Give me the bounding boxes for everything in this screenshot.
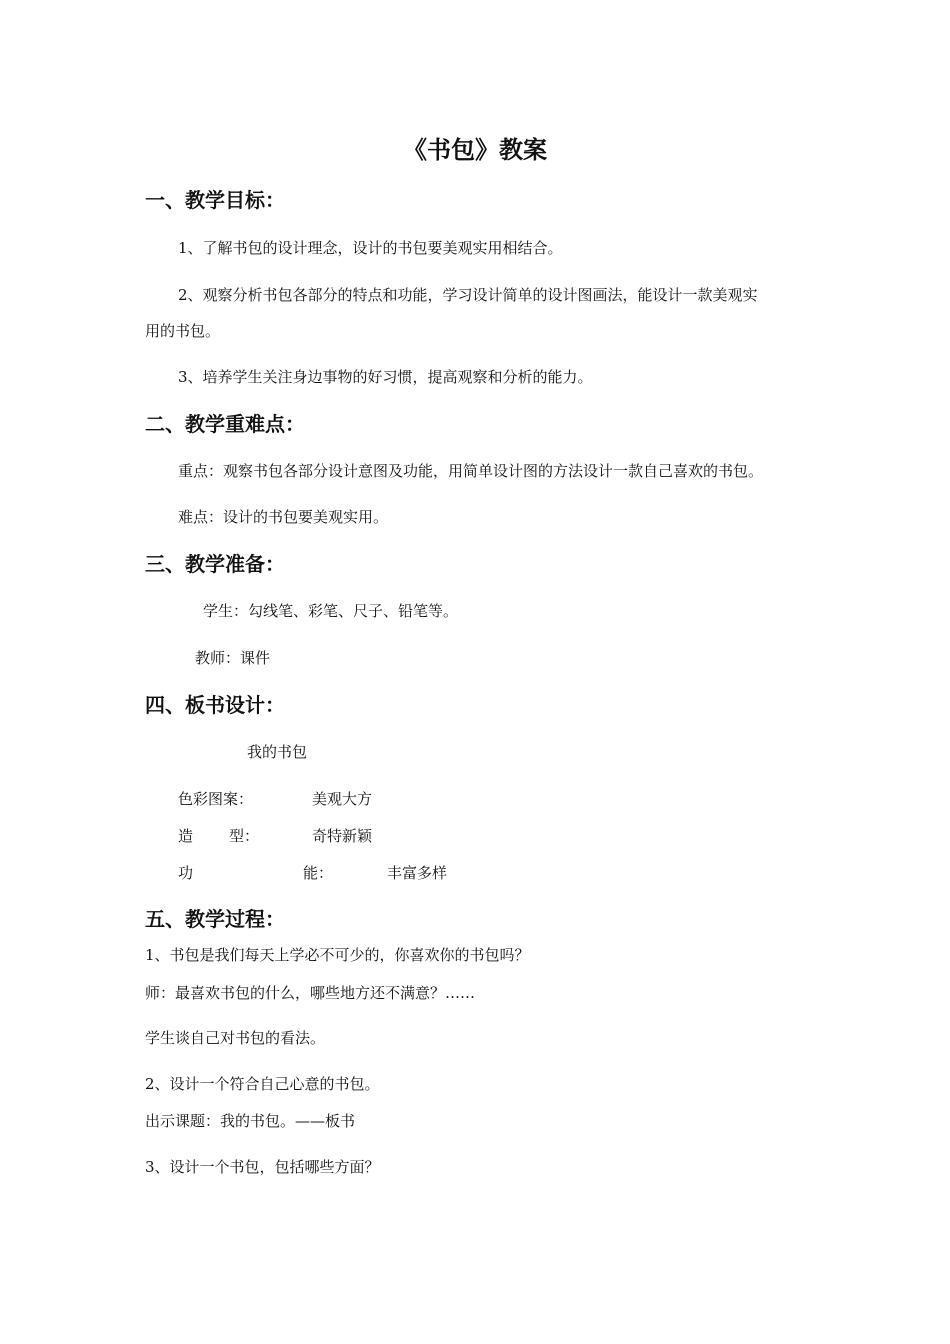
process-line-3: 学生谈自己对书包的看法。 xyxy=(145,1029,326,1047)
process-line-6: 3、设计一个书包，包括哪些方面？ xyxy=(145,1158,380,1176)
student-prep: 学生：勾线笔、彩笔、尺子、铅笔等。 xyxy=(203,602,459,620)
process-line-2: 师：最喜欢书包的什么，哪些地方还不满意？…… xyxy=(145,984,476,1002)
document-title: 《书包》教案 xyxy=(403,135,547,164)
goal-2-line-1: 2、观察分析书包各部分的特点和功能，学习设计简单的设计图画法，能设计一款美观实 xyxy=(178,286,758,304)
board-row-label-function-2: 能： xyxy=(303,864,334,882)
board-row-value-color: 美观大方 xyxy=(312,790,373,808)
section-heading-key-points: 二、教学重难点： xyxy=(145,412,305,436)
board-row-label-function-1: 功 xyxy=(178,864,194,882)
goal-1: 1、了解书包的设计理念，设计的书包要美观实用相结合。 xyxy=(178,239,563,257)
section-heading-goals: 一、教学目标： xyxy=(145,188,285,212)
process-line-5: 出示课题：我的书包。——板书 xyxy=(145,1112,356,1130)
section-heading-board-design: 四、板书设计： xyxy=(145,693,285,717)
process-line-1: 1、书包是我们每天上学必不可少的，你喜欢你的书包吗？ xyxy=(145,946,530,964)
goal-2-line-2: 用的书包。 xyxy=(145,322,221,340)
key-point: 重点：观察书包各部分设计意图及功能，用简单设计图的方法设计一款自己喜欢的书包。 xyxy=(178,462,764,480)
teacher-prep: 教师：课件 xyxy=(195,649,271,667)
difficult-point: 难点：设计的书包要美观实用。 xyxy=(178,508,389,526)
board-row-value-shape: 奇特新颖 xyxy=(312,827,373,845)
section-heading-process: 五、教学过程： xyxy=(145,907,285,931)
board-row-value-function: 丰富多样 xyxy=(387,864,448,882)
section-heading-preparation: 三、教学准备： xyxy=(145,552,285,576)
board-title: 我的书包 xyxy=(247,743,308,761)
board-row-label-shape-1: 造 xyxy=(178,827,194,845)
process-line-4: 2、设计一个符合自己心意的书包。 xyxy=(145,1075,380,1093)
goal-3: 3、培养学生关注身边事物的好习惯，提高观察和分析的能力。 xyxy=(178,368,593,386)
board-row-label-shape-2: 型： xyxy=(229,827,260,845)
board-row-label-color: 色彩图案： xyxy=(178,790,254,808)
